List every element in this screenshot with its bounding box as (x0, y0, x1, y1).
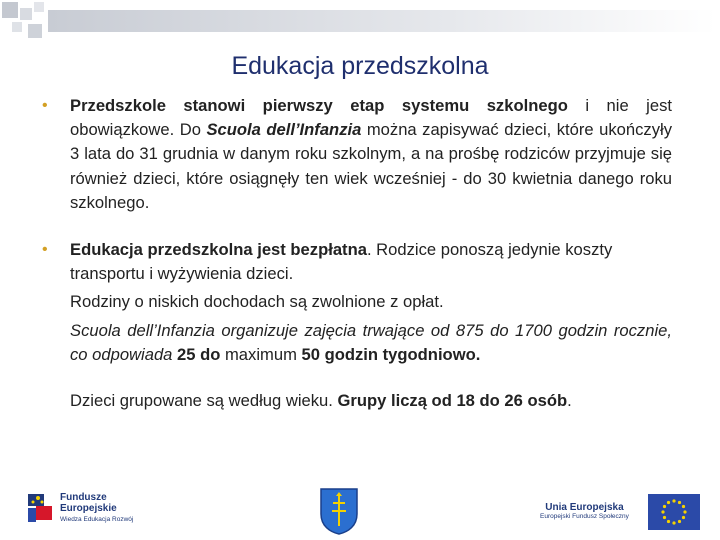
ue-title: Unia Europejska (545, 502, 624, 513)
fe-subtitle: Wiedza Edukacja Rozwój (60, 516, 134, 523)
para-3-italic: Scuola dell’Infanzia organizuje zajęcia trwające od 875 do 1700 godzin rocznie, co odpowiada (70, 320, 672, 364)
para-4-bold: Grupy liczą od 18 do 26 osób (337, 391, 568, 411)
bullet-dot-icon: • (42, 97, 48, 114)
para-3-mid: maximum (220, 344, 302, 364)
eu-flag-icon (648, 494, 700, 530)
coat-of-arms-icon (318, 486, 360, 536)
bullet-2-para-3 (70, 319, 672, 367)
bullet-2 (36, 238, 672, 413)
ue-subtitle: Europejski Fundusz Społeczny (540, 513, 629, 520)
fundusze-europejskie-logo-icon (24, 488, 58, 528)
bullet-1-text-part: i nie jest obowiązkowe. Do (70, 96, 672, 140)
ue-text (540, 502, 629, 520)
para-4-text: Dzieci grupowane są według wieku. (70, 391, 338, 411)
bullet-2-text (70, 238, 672, 286)
bullet-2-bold: Edukacja przedszkolna jest bezpłatna (70, 240, 367, 260)
slide-content (36, 94, 672, 413)
slide-title: Edukacja przedszkolna (231, 52, 489, 80)
fe-line-2: Europejskie (60, 503, 117, 514)
footer-logos (0, 486, 720, 540)
para-3-bold-1: 25 do (177, 344, 221, 364)
bullet-1 (36, 94, 672, 215)
fe-line-1: Fundusze (60, 492, 107, 503)
bullet-1-bold: Przedszkole stanowi pierwszy etap systemu szkolnego (70, 96, 568, 115)
top-gradient-bar (48, 10, 716, 32)
bullet-1-text (70, 94, 672, 215)
scuola-term: Scuola dell’Infanzia (206, 120, 362, 140)
bullet-2-para-2: Rodziny o niskich dochodach są zwolnione z opłat. (70, 292, 444, 312)
bullet-dot-icon: • (42, 241, 48, 259)
bullet-2-para-4 (70, 389, 672, 413)
para-3-bold-2: 50 godzin tygodniowo. (301, 344, 481, 364)
fe-title (60, 492, 117, 514)
bullet-2-text-part: . Rodzice ponoszą jedynie koszty transportu i wyżywienia dzieci. (70, 240, 613, 284)
para-4-end: . (567, 391, 572, 411)
bullet-1-text-end: można zapisywać dzieci, które ukończyły 3 lata do 31 grudnia w danym roku szkolnym, a na prośbę rodziców przyjmuje się również dzieci, które osiągnęły ten wiek wcześniej - do 30 kwietnia danego roku szkolnego. (70, 120, 672, 212)
